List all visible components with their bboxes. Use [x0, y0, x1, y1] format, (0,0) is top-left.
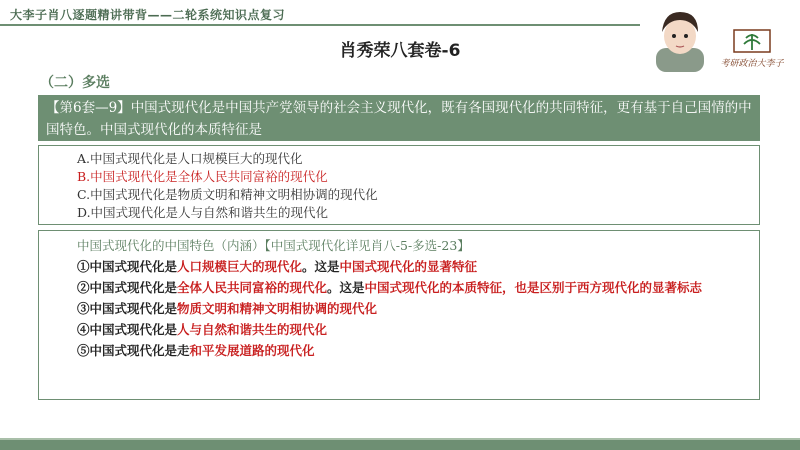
- answer-item-4: ④中国式现代化是人与自然和谐共生的现代化: [77, 322, 328, 337]
- slide-title: 肖秀荣八套卷-6: [339, 41, 461, 61]
- logo-text: 考研政治大李子: [720, 59, 784, 69]
- option-a: A.中国式现代化是人口规模巨大的现代化: [77, 151, 303, 166]
- answer-item-1: ①中国式现代化是人口规模巨大的现代化。这是中国式现代化的显著特征: [77, 259, 478, 274]
- option-c: C.中国式现代化是物质文明和精神文明相协调的现代化: [77, 187, 378, 202]
- answer-heading: [49, 235, 749, 256]
- question-tag: 【第6套—9】: [46, 100, 131, 116]
- question-box: [38, 95, 760, 141]
- answer-item-3: ③中国式现代化是物质文明和精神文明相协调的现代化: [77, 301, 378, 316]
- option-d: D.中国式现代化是人与自然和谐共生的现代化: [77, 205, 329, 220]
- answer-heading-main: 中国式现代化的中国特色（内涵）: [77, 238, 265, 253]
- section-title: （二）多选: [40, 75, 110, 91]
- answer-item-5: ⑤中国式现代化是走和平发展道路的现代化: [77, 343, 315, 358]
- tree-logo-icon: [714, 26, 790, 56]
- header-divider: [0, 24, 640, 26]
- options-box: [38, 145, 760, 225]
- question-text: 中国式现代化是中国共产党领导的社会主义现代化，既有各国现代化的共同特征，更有基于自己国情的中国特色。中国式现代化的本质特征是: [46, 100, 752, 138]
- option-b: B.中国式现代化是全体人民共同富裕的现代化: [77, 169, 328, 184]
- footer-bar: [0, 440, 800, 450]
- course-header: 大李子肖八逐题精讲带背——二轮系统知识点复习: [10, 8, 286, 22]
- answer-item-2: ②中国式现代化是全体人民共同富裕的现代化。这是中国式现代化的本质特征，也是区别于西方现代化的显著标志: [77, 280, 703, 295]
- answer-box: [38, 230, 760, 400]
- avatar-icon: [652, 8, 708, 72]
- answer-heading-ref: 【中国式现代化详见肖八-5-多选-23】: [264, 238, 470, 253]
- brand-logo: [714, 26, 790, 74]
